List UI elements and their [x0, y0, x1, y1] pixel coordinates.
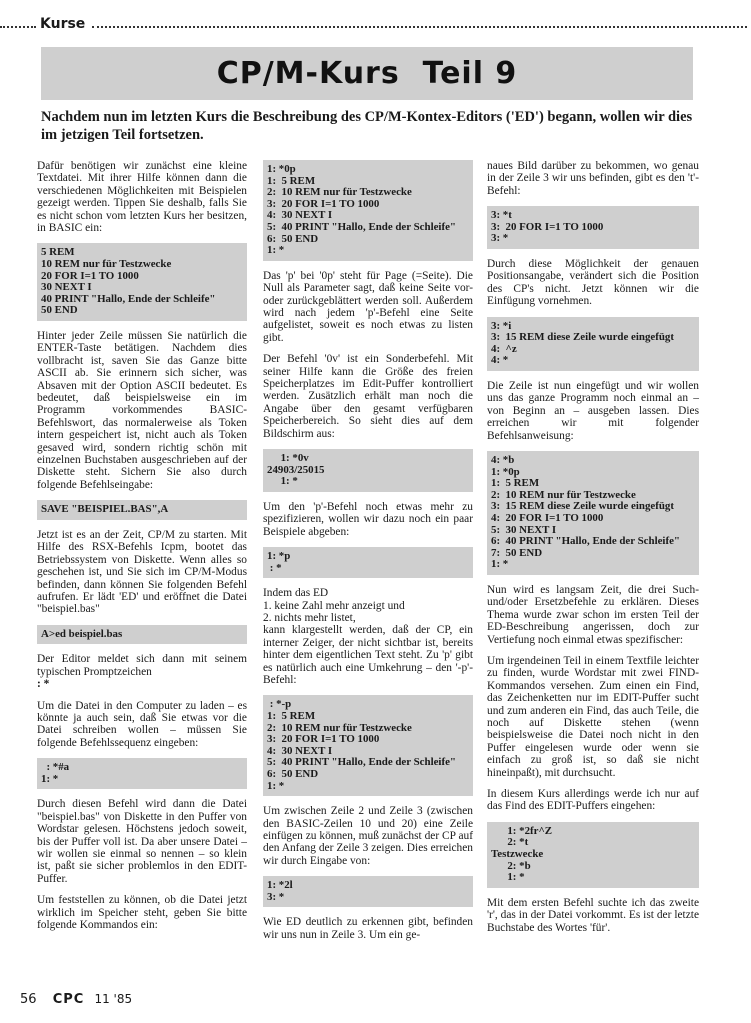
code-block — [487, 451, 699, 575]
code-line: 2: 10 REM nur für Testzwecke — [267, 721, 412, 734]
paragraph: Um den 'p'-Befehl noch etwas mehr zu spezifizieren, wollen wir dazu noch ein paar Beispiele abgeben: — [263, 500, 473, 538]
paragraph: Mit dem ersten Befehl suchte ich das zweite 'r', das in der Datei vorkommt. Es ist der letzte Buchstabe des Wortes 'für'. — [487, 896, 699, 934]
code-line: : *-p — [267, 698, 292, 711]
page-footer — [20, 992, 132, 1007]
code-line: 1: * — [267, 244, 285, 257]
code-block — [37, 758, 247, 789]
code-line: 50 END — [41, 304, 78, 317]
paragraph: Indem das ED 1. keine Zahl mehr anzeigt und 2. nichts mehr listet, kann klargestellt werden, daß der CP, ein interner Zeiger, der nicht sichtbar ist, bereits hinter dem eigentlichen Text steht. Zu 'p' gibt es natürlich auch eine Umkehrung – den '-p'-Befehl: — [263, 587, 473, 687]
code-line: 5: 40 PRINT "Hallo, Ende der Schleife" — [267, 220, 456, 233]
code-block — [37, 500, 247, 520]
section-header — [0, 17, 751, 31]
code-line: 3: 15 REM diese Zeile wurde eingefügt — [491, 331, 674, 344]
paragraph: naues Bild darüber zu bekommen, wo genau in der Zeile 3 wir uns befinden, gibt es den 't'-Befehl: — [487, 160, 699, 197]
paragraph: Durch diese Möglichkeit der genauen Positionsangabe, verändert sich die Position des CP's nicht. Jetzt können wir die Einfügung vornehmen. — [487, 258, 699, 308]
title-band — [41, 47, 693, 100]
code-block — [263, 160, 473, 261]
code-line: 3: * — [491, 232, 509, 245]
lead-paragraph: Nachdem nun im letzten Kurs die Beschreibung des CP/M-Kontex-Editors ('ED') begann, wollen wir dies im jetzigen Teil fortsetzen. — [41, 109, 693, 143]
code-block — [263, 547, 473, 578]
paragraph: Dafür benötigen wir zunächst eine kleine Textdatei. Mit ihrer Hilfe können dann die verschiedenen Möglichkeiten mit Beispielen gezeigt werden. Tippen Sie deshalb, falls Sie es nicht schon vom letzten Kurs her besitzen, in BASIC ein: — [37, 160, 247, 235]
issue-label: 11 '85 — [94, 992, 133, 1006]
code-line: SAVE "BEISPIEL.BAS",A — [41, 503, 169, 516]
code-line: 3: *i — [491, 319, 512, 332]
paragraph: Wie ED deutlich zu erkennen gibt, befinden wir uns nun in Zeile 3. Um ein ge- — [263, 916, 473, 941]
code-line: 1: * — [267, 475, 298, 488]
code-line: 1: *p — [267, 550, 291, 563]
code-line: 4: ^z — [491, 342, 517, 355]
section-label: Kurse — [40, 16, 86, 32]
paragraph: Um die Datei in den Computer zu laden – es könnte ja auch sein, daß Sie etwas vor die Datei schreiben wollen – müssen Sie folgende Befehlssequenz eingeben: — [37, 699, 247, 749]
code-block — [37, 625, 247, 645]
code-line: 4: *b — [491, 454, 515, 467]
paragraph: Hinter jeder Zeile müssen Sie natürlich die ENTER-Taste betätigen. Nachdem dies vollbracht ist, saven Sie das Ganze bitte ASCII ab. Sie erinnern sich sicher, was Absaven mit der Option ASCII bedeutet. Es bedeutet, daß beispielsweise ein im Programm vorkommendes BASIC-Befehlswort, das normalerweise als Token intern gespeichert ist, nicht auch als Token gesaved wird, sondern richtig schön mit einzelnen Buchstaben ausgeschrieben auf der Diskette steht. Sichern Sie also durch folgende Befehlseingabe: — [37, 330, 247, 491]
code-line: 3: 20 FOR I=1 TO 1000 — [267, 197, 380, 210]
code-line: 1: *2l — [267, 879, 293, 892]
code-line: 3: 20 FOR I=1 TO 1000 — [491, 220, 604, 233]
code-line: 3: 20 FOR I=1 TO 1000 — [267, 733, 380, 746]
code-line: 2: *b — [491, 859, 531, 872]
code-block — [487, 317, 699, 371]
paragraph: Nun wird es langsam Zeit, die drei Such- und/oder Ersetzbefehle zu erklären. Dieses Thema wurde zwar schon im ersten Teil der ED-Beschreibung angerissen, doch zur Vertiefung noch einmal etwas spezifischer: — [487, 583, 699, 646]
paragraph: In diesem Kurs allerdings werde ich nur auf das Find des EDIT-Puffers eingehen: — [487, 788, 699, 813]
code-line: 24903/25015 — [267, 463, 325, 476]
code-line: 6: 50 END — [267, 768, 319, 781]
code-line: 7: 50 END — [491, 546, 543, 559]
code-line: 2: 10 REM nur für Testzwecke — [491, 488, 636, 501]
code-line: 4: 30 NEXT I — [267, 209, 333, 222]
code-block — [487, 206, 699, 249]
code-line: 1: *2fr^Z — [491, 824, 553, 837]
code-line: 4: 30 NEXT I — [267, 744, 333, 757]
code-line: 5: 40 PRINT "Hallo, Ende der Schleife" — [267, 756, 456, 769]
dotted-rule-left — [0, 26, 36, 28]
paragraph: Um feststellen zu können, ob die Datei jetzt wirklich im Speicher steht, geben Sie bitte folgende Kommandos ein: — [37, 894, 247, 931]
code-line: 40 PRINT "Hallo, Ende der Schleife" — [41, 292, 216, 305]
code-line: A>ed beispiel.bas — [41, 627, 123, 640]
code-line: : * — [267, 561, 282, 574]
code-line: : *#a — [41, 761, 70, 774]
prompt-line: : * — [37, 678, 50, 691]
magazine-logo: CPC — [52, 992, 85, 1007]
paragraph: Jetzt ist es an der Zeit, CP/M zu starten. Mit Hilfe des RSX-Befehls Icpm, bootet das Betriebssystem von Diskette. Wenn alles so geschehen ist, und Sie sich im CP/M-Modus befinden, dann können Sie folgenden Befehl aufrufen. Er lädt 'ED' und eröffnet die Datei "beispiel.bas" — [37, 528, 247, 616]
code-line: 6: 50 END — [267, 232, 319, 245]
code-line: 1: *0p — [267, 163, 296, 175]
code-line: 3: *t — [491, 209, 512, 222]
code-line: 1: 5 REM — [267, 174, 316, 187]
code-line: 1: * — [491, 558, 509, 571]
paragraph: Der Befehl '0v' ist ein Sonderbefehl. Mit seiner Hilfe kann die Größe des freien Speicherplatzes im Edit-Puffer kontrolliert werden. Zusätzlich erhält man noch die Angabe über den gesamt verfügbaren Speicherbereich. So sieht dies auf dem Bildschirm aus: — [263, 353, 473, 440]
dotted-rule-right — [92, 26, 747, 28]
code-block — [263, 449, 473, 492]
code-block — [263, 695, 473, 796]
code-line: 1: * — [41, 772, 59, 785]
code-line: 30 NEXT I — [41, 281, 92, 294]
column-3 — [487, 160, 699, 943]
code-line: 1: *0v — [267, 452, 309, 465]
code-line: 5: 30 NEXT I — [491, 523, 557, 536]
article-title: CP/M-Kurs Teil 9 — [216, 56, 518, 91]
code-line: 4: 20 FOR I=1 TO 1000 — [491, 512, 604, 524]
code-block — [487, 822, 699, 888]
paragraph: Durch diesen Befehl wird dann die Datei "beispiel.bas" von Diskette in den Puffer von Wordstar gelesen. Höchstens jedoch soweit, bis der Puffer voll ist. Da aber unsere Datei – wir wollen sie einmal so nennen – so klein ist, paßt sie sicher problemlos in den EDIT-Puffer. — [37, 798, 247, 885]
code-line: 1: *0p — [491, 465, 520, 478]
page-number: 56 — [20, 992, 37, 1007]
code-line: 3: * — [267, 890, 285, 903]
paragraph: Das 'p' bei '0p' steht für Page (=Seite). Die Null als Parameter sagt, daß keine Seite vor- oder zurückgeblättert werden soll. Außerdem wird nach jedem 'p'-Befehl eine Seite aufgelistet, soweit es noch etwas zu listen gibt. — [263, 269, 473, 344]
code-line: 6: 40 PRINT "Hallo, Ende der Schleife" — [491, 535, 680, 548]
code-line: 4: * — [491, 354, 509, 367]
code-block — [37, 243, 247, 321]
code-line: 2: *t — [491, 836, 529, 849]
code-line: 20 FOR I=1 TO 1000 — [41, 269, 139, 282]
paragraph: Die Zeile ist nun eingefügt und wir wollen uns das ganze Programm noch einmal an – von Beginn an – ausgeben lassen. Dies erreichen wir mit folgender Befehlsanweisung: — [487, 380, 699, 442]
code-line: 10 REM nur für Testzwecke — [41, 258, 172, 271]
code-line: 1: 5 REM — [491, 477, 540, 490]
paragraph: Der Editor meldet sich dann mit seinem typischen Promptzeichen — [37, 653, 247, 678]
paragraph: Um irgendeinen Teil in einem Textfile leichter zu finden, wurde Wordstar mit zwei FIND-Kommandos versehen. Zum einen ein Find, das Zeichenketten nur im EDIT-Puffer sucht und zum anderen ein Find, das auch Teile, die noch auf Diskette stehen (wenn beispielsweise die Datei noch nicht in den Puffer eingelesen wurde oder wenn sie einfach zu groß ist, so daß sie nicht hineinpaßt), mit durchsucht. — [487, 655, 699, 779]
column-2 — [263, 160, 473, 950]
code-line: 5 REM — [41, 246, 75, 259]
paragraph: Um zwischen Zeile 2 und Zeile 3 (zwischen den BASIC-Zeilen 10 und 20) eine Zeile einfügen zu können, muß zunächst der CP auf den Anfang der Zeile 3 zeigen. Dies erreichen wir durch Eingabe von: — [263, 805, 473, 867]
code-line: 1: * — [267, 779, 285, 792]
code-line: 1: 5 REM — [267, 710, 316, 723]
code-line: 1: * — [491, 871, 525, 884]
code-line: 3: 15 REM diese Zeile wurde eingefügt — [491, 500, 674, 513]
code-line: 2: 10 REM nur für Testzwecke — [267, 186, 412, 199]
code-line: Testzwecke — [491, 848, 544, 861]
column-1 — [37, 160, 247, 940]
code-block — [263, 876, 473, 907]
